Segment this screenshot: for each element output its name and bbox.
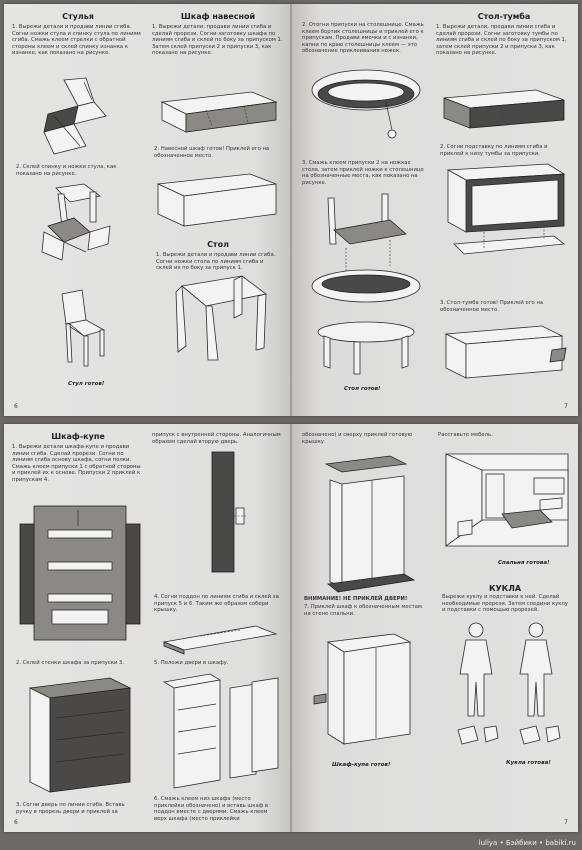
coupe-step-6: 6. Смажь клеем низ шкафа (место приклейки обозначено) и вставь шкаф в поддон вместе с дверями. Смажь клеем верх шкафа (место приклейки: [154, 796, 269, 822]
chair-assembly-illustration: [34, 182, 134, 262]
coupe-title: Шкаф-купе: [51, 432, 105, 441]
coupe-assembly-illustration: [320, 454, 416, 594]
table-legs-illustration: [162, 272, 280, 362]
table-step-2: 2. Отогни припуски на столешнице. Смажь клеем бортик столешницы и приклей его к припускам. Продави ямочки и с изнанки, капни по краю столешницы клеем — это обозначение приклеивания ножек.: [302, 22, 424, 55]
coupe-continued-text: обозначено) и сверху приклей готовую крышку.: [302, 432, 413, 445]
nightstand-step-2: 2. Согни подставку по линиям сгиба и приклей к низу тумбы за припуски.: [440, 144, 548, 157]
watermark: luliya • Бэйбики • babiki.ru: [478, 839, 576, 847]
coupe-step-4: 4. Согни поддон по линиям сгиба и склей за припуск 5 и 6. Таким же образом собери крышку.: [154, 594, 279, 614]
wall-wardrobe-title: Шкаф навесной: [180, 12, 256, 21]
nightstand-title: Стол-тумба: [477, 12, 531, 21]
chair-step-2: 2. Склей спинку и ножки стула, как показано на рисунке.: [16, 164, 117, 177]
coupe-step-5: 5. Положи двери в шкафу.: [154, 660, 229, 666]
coupe-done-caption: Шкаф-купе готов!: [332, 762, 391, 768]
wall-wardrobe-unfold-illustration: [156, 88, 284, 138]
page-number: 7: [564, 403, 568, 410]
table-title: Стол: [207, 240, 229, 249]
chair-done-caption: Стул готов!: [68, 381, 105, 387]
chair-unfold-illustration: [34, 76, 134, 156]
nightstand-finished-illustration: [442, 326, 570, 382]
page-6-bottom: [4, 424, 290, 832]
chair-finished-illustration: [54, 290, 114, 370]
table-finished-illustration: [314, 320, 418, 380]
chair-title: Стулья: [62, 12, 94, 21]
table-step-1: 1. Вырежи детали и продави линии сгиба. Согни ножки стола по линиям сгиба и склей их по боку за припуск 1.: [156, 252, 276, 272]
coupe-step-1: 1. Вырежи детали шкафа-купе и продави линии сгиба. Сделай прорези. Согни по линиям сгиба основу шкафа, согни полки. Смажь клеем припуски 1 с обратной стороны и приклей их к основе. Припуски 2 приклей к припускам 4.: [12, 444, 141, 483]
table-step-3: 3. Смажь клеем припуски 2 на ножках стола, затем приклей ножки к столешнице на обозначенные места, как показано на рисунке.: [302, 160, 424, 186]
nightstand-step-1: 1. Вырежи детали, продави линии сгиба и сделай прорези. Согни заготовку тумбы по линиям сгиба и склей по боку за припуском 1, затем склей припуски 2 и припуски 3, как показано на рисунке.: [436, 24, 567, 57]
tabletop-illustration: [306, 62, 426, 142]
wall-wardrobe-step-1: 1. Вырежи детали, продави линии сгиба и сделай прорези. Согни заготовку шкафа по линиям сгиба и склей по боку за припуском 1. Затем склей припуски 2 и припуски 3, как показано на рисунке.: [152, 24, 283, 57]
doll-title: КУКЛА: [488, 584, 522, 593]
page-7-top: [292, 4, 578, 416]
page-number: 7: [564, 819, 568, 826]
page-6-top: [4, 4, 290, 416]
chair-step-1: 1. Вырежи детали и продави линии сгиба. Согни ножки стула и спинку стула по линиям сгиба. Смажь клеем стрелки с обратной стороны клеем и склей спинку изнанка к изнанке, как показано на рисунке.: [12, 24, 141, 57]
doll-illustration: [444, 620, 570, 750]
coupe-door-illustration: [200, 448, 250, 578]
coupe-step-7: 7. Приклей шкаф к обозначенным местам на стене спальни.: [304, 604, 422, 617]
doll-done-caption: Кукла готова!: [506, 760, 551, 766]
coupe-finished-illustration: [314, 632, 424, 752]
nightstand-assembly-illustration: [444, 164, 568, 264]
wall-wardrobe-finished-illustration: [154, 170, 282, 230]
coupe-col2-text: припуск с внутренней стороны. Аналогичным образом сделай вторую дверь.: [152, 432, 281, 445]
bedroom-done-caption: Спальня готова!: [498, 560, 550, 566]
page-number: 6: [14, 403, 18, 410]
coupe-unfold-illustration: [18, 500, 142, 650]
coupe-doors-insert-illustration: [160, 670, 284, 790]
nightstand-step-3: 3. Стол-тумба готов! Приклей его на обозначенное место.: [440, 300, 544, 313]
arrange-text: Расставьте мебель.: [438, 432, 493, 438]
doll-text: Вырежи куклу и подставки к ней. Сделай необходимые прорези. Затем соедини куклу и подставки с помощью прорезей.: [442, 594, 568, 614]
table-assembly-illustration: [306, 190, 426, 310]
top-spread: [4, 4, 578, 416]
wall-wardrobe-step-2: 2. Навесной шкаф готов! Приклей его на обозначенное место.: [154, 146, 270, 159]
coupe-step-3: 3. Согни дверь по линии сгиба. Вставь ручку в прорезь двери и приклей за: [16, 802, 125, 815]
coupe-tray-illustration: [160, 616, 280, 656]
nightstand-unfold-illustration: [440, 86, 570, 136]
bedroom-illustration: [442, 450, 572, 554]
coupe-step-2: 2. Склей стенки шкафа за припуски 3.: [16, 660, 125, 666]
page-7-bottom: [292, 424, 578, 832]
table-done-caption: Стол готов!: [344, 386, 381, 392]
attention-note: ВНИМАНИЕ! НЕ ПРИКЛЕЙ ДВЕРИ!: [304, 596, 408, 602]
coupe-walls-illustration: [20, 674, 140, 798]
bottom-spread: [4, 424, 578, 832]
page-number: 6: [14, 819, 18, 826]
